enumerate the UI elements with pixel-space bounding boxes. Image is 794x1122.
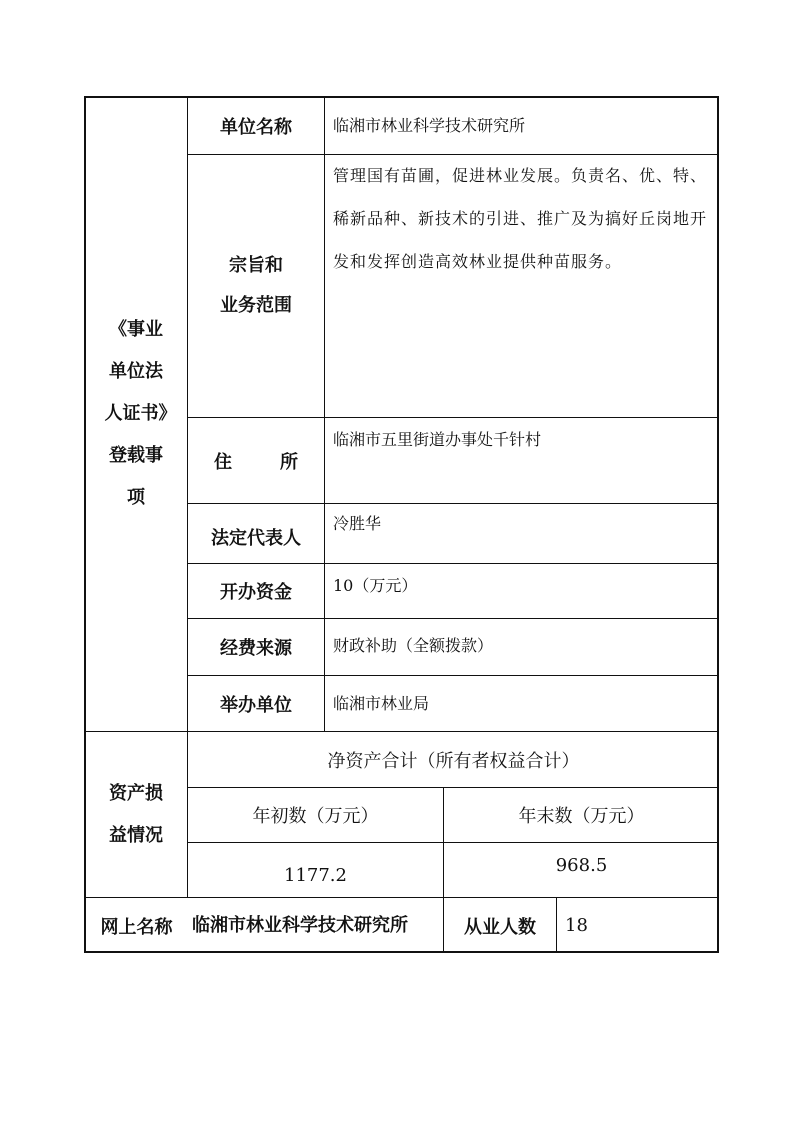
- legal-rep-label-text: 法定代表人: [211, 527, 301, 549]
- sponsor-label-text: 举办单位: [220, 694, 292, 716]
- purpose-value: [325, 154, 719, 283]
- begin-label: [188, 788, 443, 842]
- purpose-label: [188, 155, 324, 417]
- capital-label: [188, 564, 324, 618]
- online-name-value-text: 临湘市林业科学技术研究所: [192, 914, 408, 936]
- end-value-text: 968.5: [555, 854, 608, 876]
- funding-label: [188, 619, 324, 675]
- address-value-text: 临湘市五里街道办事处千针村: [333, 430, 542, 449]
- net-assets-title: [188, 732, 719, 787]
- end-value: [444, 843, 719, 897]
- staff-label-text: 从业人数: [464, 916, 536, 938]
- online-name-value: [192, 898, 440, 953]
- staff-value-text: 18: [565, 915, 588, 936]
- capital-value-text: 10（万元）: [333, 576, 418, 595]
- end-label: [444, 788, 719, 842]
- staff-value: [557, 898, 719, 953]
- staff-label: [444, 898, 556, 953]
- purpose-label-line2: 业务范围: [220, 295, 292, 316]
- legal-rep-label: [188, 504, 324, 563]
- online-name-label: [86, 898, 187, 953]
- capital-label-text: 开办资金: [220, 582, 292, 603]
- online-name-label-text: 网上名称: [100, 916, 173, 938]
- certificate-items-header-text: 《事业单位法人证书》登载事项: [104, 319, 168, 508]
- address-label: [188, 418, 324, 503]
- certificate-items-header: [104, 97, 168, 731]
- begin-value-text: 1177.2: [284, 864, 347, 886]
- begin-value: [188, 843, 443, 897]
- assets-header: [104, 732, 168, 897]
- sponsor-value: [325, 682, 719, 725]
- sponsor-label: [188, 676, 324, 731]
- unit-name-label-text: 单位名称: [220, 117, 292, 138]
- purpose-value-text: 管理国有苗圃，促进林业发展。负责名、优、特、稀新品种、新技术的引进、推广及为搞好丘岗地开发和发挥创造高效林业提供种苗服务。: [333, 166, 708, 271]
- legal-rep-value-text: 冷胜华: [333, 514, 382, 533]
- address-value: [325, 418, 719, 461]
- unit-name-label: [188, 98, 324, 154]
- address-label-part1: 住: [214, 451, 232, 473]
- address-label-part2: 所: [280, 451, 298, 473]
- unit-name-value-text: 临湘市林业科学技术研究所: [333, 116, 526, 135]
- net-assets-title-text: 净资产合计（所有者权益合计）: [327, 750, 580, 772]
- capital-value: [325, 564, 719, 607]
- end-label-text: 年末数（万元）: [518, 806, 645, 827]
- sponsor-value-text: 临湘市林业局: [333, 694, 430, 713]
- assets-header-text: 资产损益情况: [109, 782, 163, 846]
- purpose-label-line1: 宗旨和: [229, 255, 283, 276]
- funding-label-text: 经费来源: [220, 638, 292, 659]
- funding-value: [325, 624, 719, 667]
- funding-value-text: 财政补助（全额拨款）: [333, 636, 494, 655]
- begin-label-text: 年初数（万元）: [252, 806, 379, 827]
- unit-name-value: [325, 104, 719, 147]
- legal-rep-value: [325, 502, 719, 545]
